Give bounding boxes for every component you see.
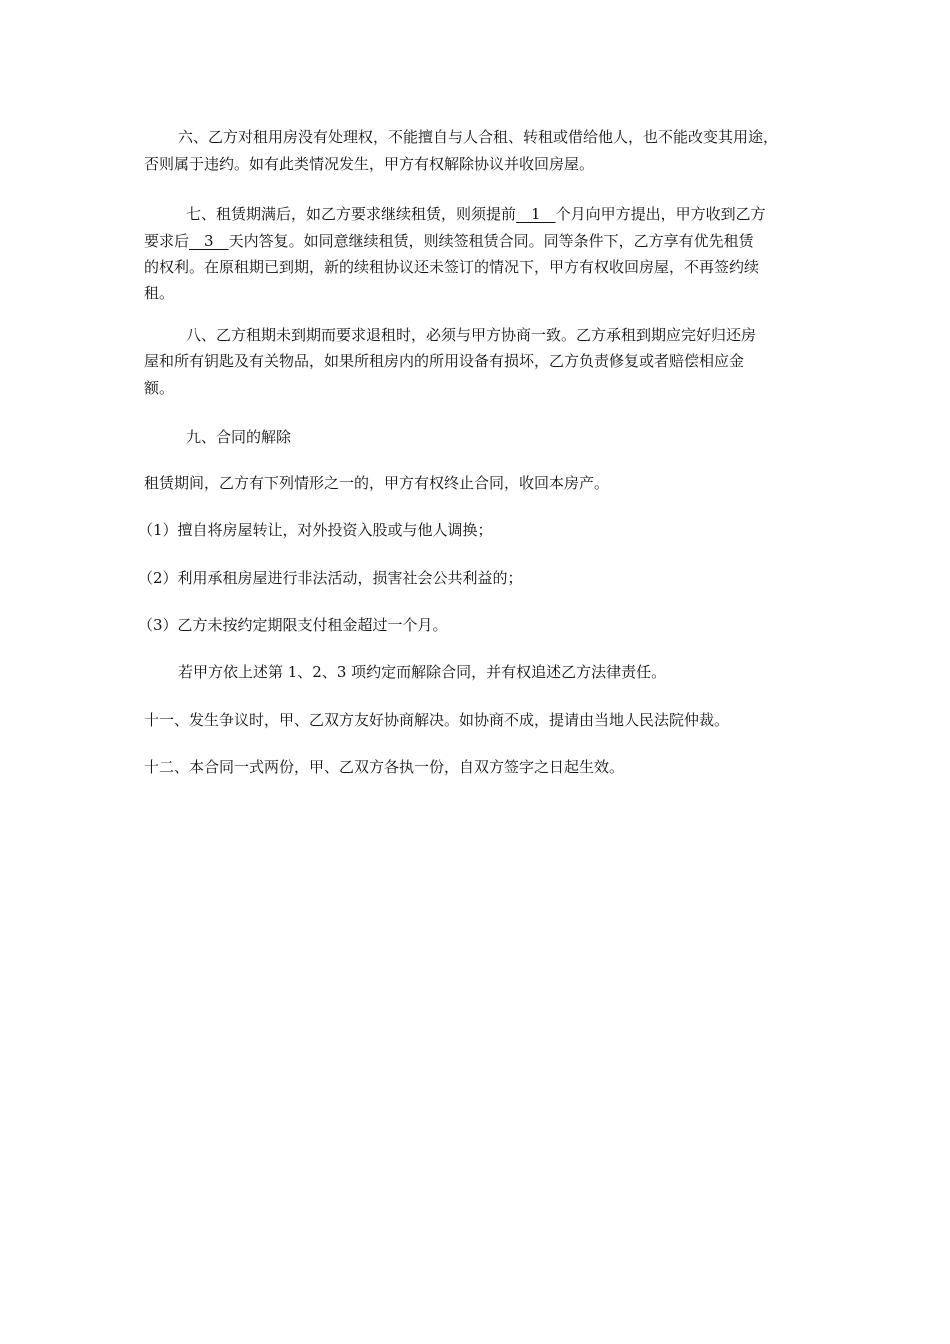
clause-eleven: 十一、发生争议时，甲、乙双方友好协商解决。如协商不成，提请由当地人民法院仲裁。: [144, 711, 730, 729]
clause-seven-line-1: [186, 203, 766, 225]
clause-nine-closing: 若甲方依上述第 1、2、3 项约定而解除合同，并有权追述乙方法律责任。: [178, 663, 667, 681]
clause-seven-text-a: 七、租赁期满后，如乙方要求继续租赁，则须提前: [186, 205, 517, 223]
clause-six-line-1: 六、乙方对租用房没有处理权，不能擅自与人合租、转租或借给他人，也不能改变其用途，: [178, 128, 779, 146]
clause-eight-line-1: 八、乙方租期未到期而要求退租时，必须与甲方协商一致。乙方承租到期应完好归还房: [186, 326, 757, 344]
clause-seven-line-3: 的权利。在原租期已到期，新的续租协议还未签订的情况下，甲方有权收回房屋，不再签约续: [144, 258, 760, 276]
clause-six-line-2: 否则属于违约。如有此类情况发生，甲方有权解除协议并收回房屋。: [144, 155, 595, 173]
clause-seven-text-b: 个月向甲方提出，甲方收到乙方: [555, 205, 766, 223]
clause-eight-line-2: 屋和所有钥匙及有关物品，如果所租房内的所用设备有损坏，乙方负责修复或者赔偿相应金: [144, 352, 745, 370]
clause-twelve: 十二、本合同一式两份，甲、乙双方各执一份，自双方签字之日起生效。: [144, 758, 625, 776]
clause-nine-item-1: （1）擅自将房屋转让，对外投资入股或与他人调换；: [138, 521, 493, 539]
clause-seven-text-d: 天内答复。如同意继续租赁，则续签租赁合同。同等条件下，乙方享有优先租赁: [228, 232, 754, 250]
clause-nine-item-3: （3）乙方未按约定期限支付租金超过一个月。: [138, 616, 448, 634]
clause-nine-heading: 九、合同的解除: [186, 428, 292, 446]
clause-seven-line-2: [144, 230, 754, 252]
clause-nine-intro: 租赁期间，乙方有下列情形之一的，甲方有权终止合同，收回本房产。: [144, 474, 610, 492]
notice-months-value: 1: [516, 205, 556, 223]
clause-seven-line-4: 租。: [144, 284, 175, 302]
clause-eight-line-3: 额。: [144, 379, 175, 397]
clause-nine-item-2: （2）利用承租房屋进行非法活动，损害社会公共利益的；: [138, 569, 523, 587]
reply-days-value: 3: [189, 232, 229, 250]
clause-seven-text-c: 要求后: [144, 232, 190, 250]
